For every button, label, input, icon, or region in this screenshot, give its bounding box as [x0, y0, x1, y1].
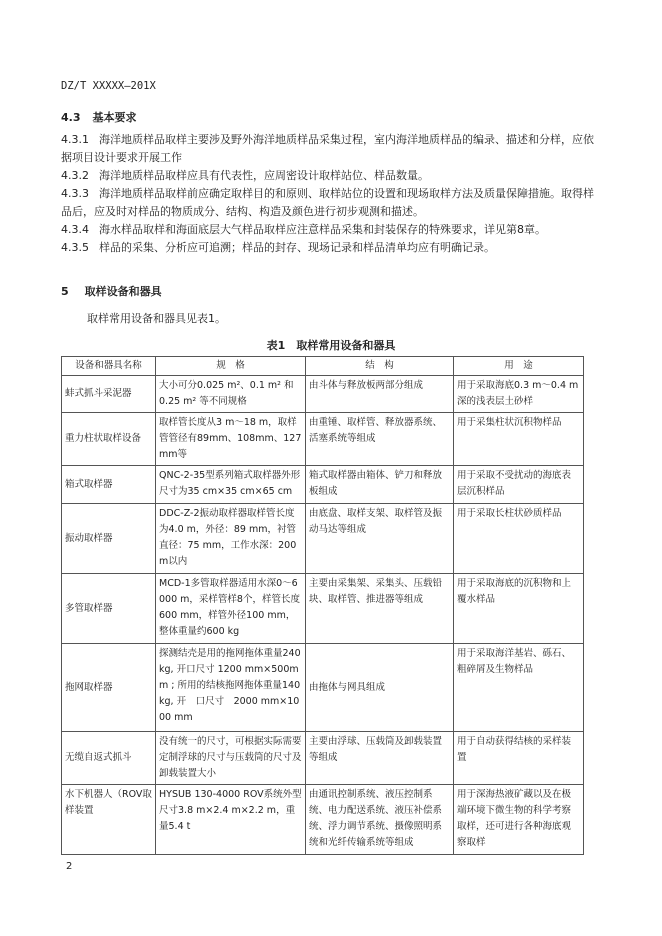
clause-text: 海洋地质样品取样应具有代表性，应周密设计取样站位、样品数量。 [99, 169, 429, 182]
equipment-use: 用于深海热液矿藏以及在极端环境下微生物的科学考察取样，还可进行各种海底观察取样 [454, 785, 584, 855]
table-row [62, 785, 584, 855]
table-row [62, 413, 584, 466]
table-row [62, 732, 584, 785]
clause [61, 239, 601, 257]
section-5-intro: 取样常用设备和器具见表1。 [87, 312, 226, 325]
equipment-spec: 取样管长度从3 m～18 m，取样管管径有89mm、108mm、127mm等 [156, 413, 306, 466]
page-number: 2 [66, 861, 73, 872]
clause-number: 4.3.2 [61, 169, 89, 182]
equipment-use: 用于采取长柱状砂质样品 [454, 504, 584, 574]
equipment-spec: DDC-Z-2振动取样器取样管长度为4.0 m，外径：89 mm，衬管直径：75 mm，工作水深：200 m以内 [156, 504, 306, 574]
equipment-structure: 由通讯控制系统、液压控制系统、电力配送系统、液压补偿系统、浮力调节系统、摄像照明系统和光纤传输系统等组成 [306, 785, 454, 855]
clause-number: 4.3.1 [61, 133, 89, 146]
equipment-structure: 主要由浮球、压载筒及卸载装置等组成 [306, 732, 454, 785]
section-number: 5 [61, 285, 69, 298]
clause-number: 4.3.4 [61, 223, 89, 236]
table-row [62, 644, 584, 732]
section-4-3-heading [61, 109, 137, 125]
equipment-spec: 探测结壳是用的拖网拖体重量240 kg, 开口尺寸 1200 mm×500mm ; 所用的结核拖网拖体重量140 kg, 开 口尺寸 2000 mm×1000 mm [156, 644, 306, 732]
section-title: 取样设备和器具 [84, 285, 162, 298]
clause [61, 131, 601, 167]
table-caption: 表1 取样常用设备和器具 [266, 339, 396, 352]
equipment-name: 拖网取样器 [62, 644, 156, 732]
table-row [62, 504, 584, 574]
equipment-spec: MCD-1多管取样器适用水深0～6000 m，采样管样8个，样管长度600 mm，样管外径100 mm，整体重量约600 kg [156, 574, 306, 644]
equipment-name: 多管取样器 [62, 574, 156, 644]
standard-number: DZ/T XXXXX—201X [61, 80, 156, 92]
equipment-name: 重力柱状取样设备 [62, 413, 156, 466]
clause-text: 海洋地质样品取样前应确定取样目的和原则、取样站位的设置和现场取样方法及质量保障措施。取得样品后，应及时对样品的物质成分、结构、构造及颜色进行初步观测和描述。 [61, 187, 594, 218]
equipment-spec: QNC-2-35型系列箱式取样器外形尺寸为35 cm×35 cm×65 cm [156, 466, 306, 504]
table-row [62, 466, 584, 504]
clause-list [61, 131, 601, 257]
table-header-row [62, 357, 584, 376]
equipment-use: 用于采取海底0.3 m～0.4 m 深的浅表层土砂样 [454, 376, 584, 413]
equipment-spec: HYSUB 130-4000 ROV系统外型尺寸3.8 m×2.4 m×2.2 m，重量5.4 t [156, 785, 306, 855]
clause-text: 海洋地质样品取样主要涉及野外海洋地质样品采集过程，室内海洋地质样品的编录、描述和分样，应依据项目设计要求开展工作 [61, 133, 594, 164]
header-structure: 结 构 [306, 357, 454, 376]
equipment-name: 水下机器人（ROV取样装置 [62, 785, 156, 855]
header-spec: 规 格 [156, 357, 306, 376]
clause [61, 185, 601, 221]
table-row [62, 574, 584, 644]
equipment-structure: 由重锤、取样管、释放器系统、活塞系统等组成 [306, 413, 454, 466]
equipment-structure: 箱式取样器由箱体、铲刀和释放板组成 [306, 466, 454, 504]
equipment-spec: 大小可分0.025 m²、0.1 m² 和 0.25 m² 等不同规格 [156, 376, 306, 413]
clause [61, 221, 601, 239]
clause-text: 样品的采集、分析应可追溯；样品的封存、现场记录和样品清单均应有明确记录。 [99, 241, 495, 254]
equipment-use: 用于采集柱状沉积物样品 [454, 413, 584, 466]
clause [61, 167, 601, 185]
equipment-table [61, 356, 584, 855]
equipment-structure: 由拖体与网具组成 [306, 644, 454, 732]
equipment-name: 振动取样器 [62, 504, 156, 574]
section-5-heading [61, 283, 162, 299]
equipment-spec: 没有统一的尺寸，可根据实际需要定制浮球的尺寸与压载筒的尺寸及卸载装置大小 [156, 732, 306, 785]
equipment-use: 用于采取海洋基岩、砾石、粗碎屑及生物样品 [454, 644, 584, 732]
equipment-structure: 由斗体与释放板两部分组成 [306, 376, 454, 413]
equipment-name: 蚌式抓斗采泥器 [62, 376, 156, 413]
equipment-structure: 主要由采集架、采集头、压载铅块、取样管、推进器等组成 [306, 574, 454, 644]
equipment-use: 用于采取不受扰动的海底表层沉积样品 [454, 466, 584, 504]
equipment-structure: 由底盘、取样支架、取样管及振动马达等组成 [306, 504, 454, 574]
clause-text: 海水样品取样和海面底层大气样品取样应注意样品采集和封装保存的特殊要求，详见第8章。 [99, 223, 546, 236]
clause-number: 4.3.3 [61, 187, 89, 200]
header-use: 用 途 [454, 357, 584, 376]
table-row [62, 376, 584, 413]
section-title: 基本要求 [92, 111, 137, 124]
clause-number: 4.3.5 [61, 241, 89, 254]
equipment-name: 无缆自返式抓斗 [62, 732, 156, 785]
equipment-use: 用于自动获得结核的采样装置 [454, 732, 584, 785]
header-name: 设备和器具名称 [62, 357, 156, 376]
equipment-name: 箱式取样器 [62, 466, 156, 504]
equipment-use: 用于采取海底的沉积物和上覆水样品 [454, 574, 584, 644]
section-number: 4.3 [61, 111, 81, 124]
